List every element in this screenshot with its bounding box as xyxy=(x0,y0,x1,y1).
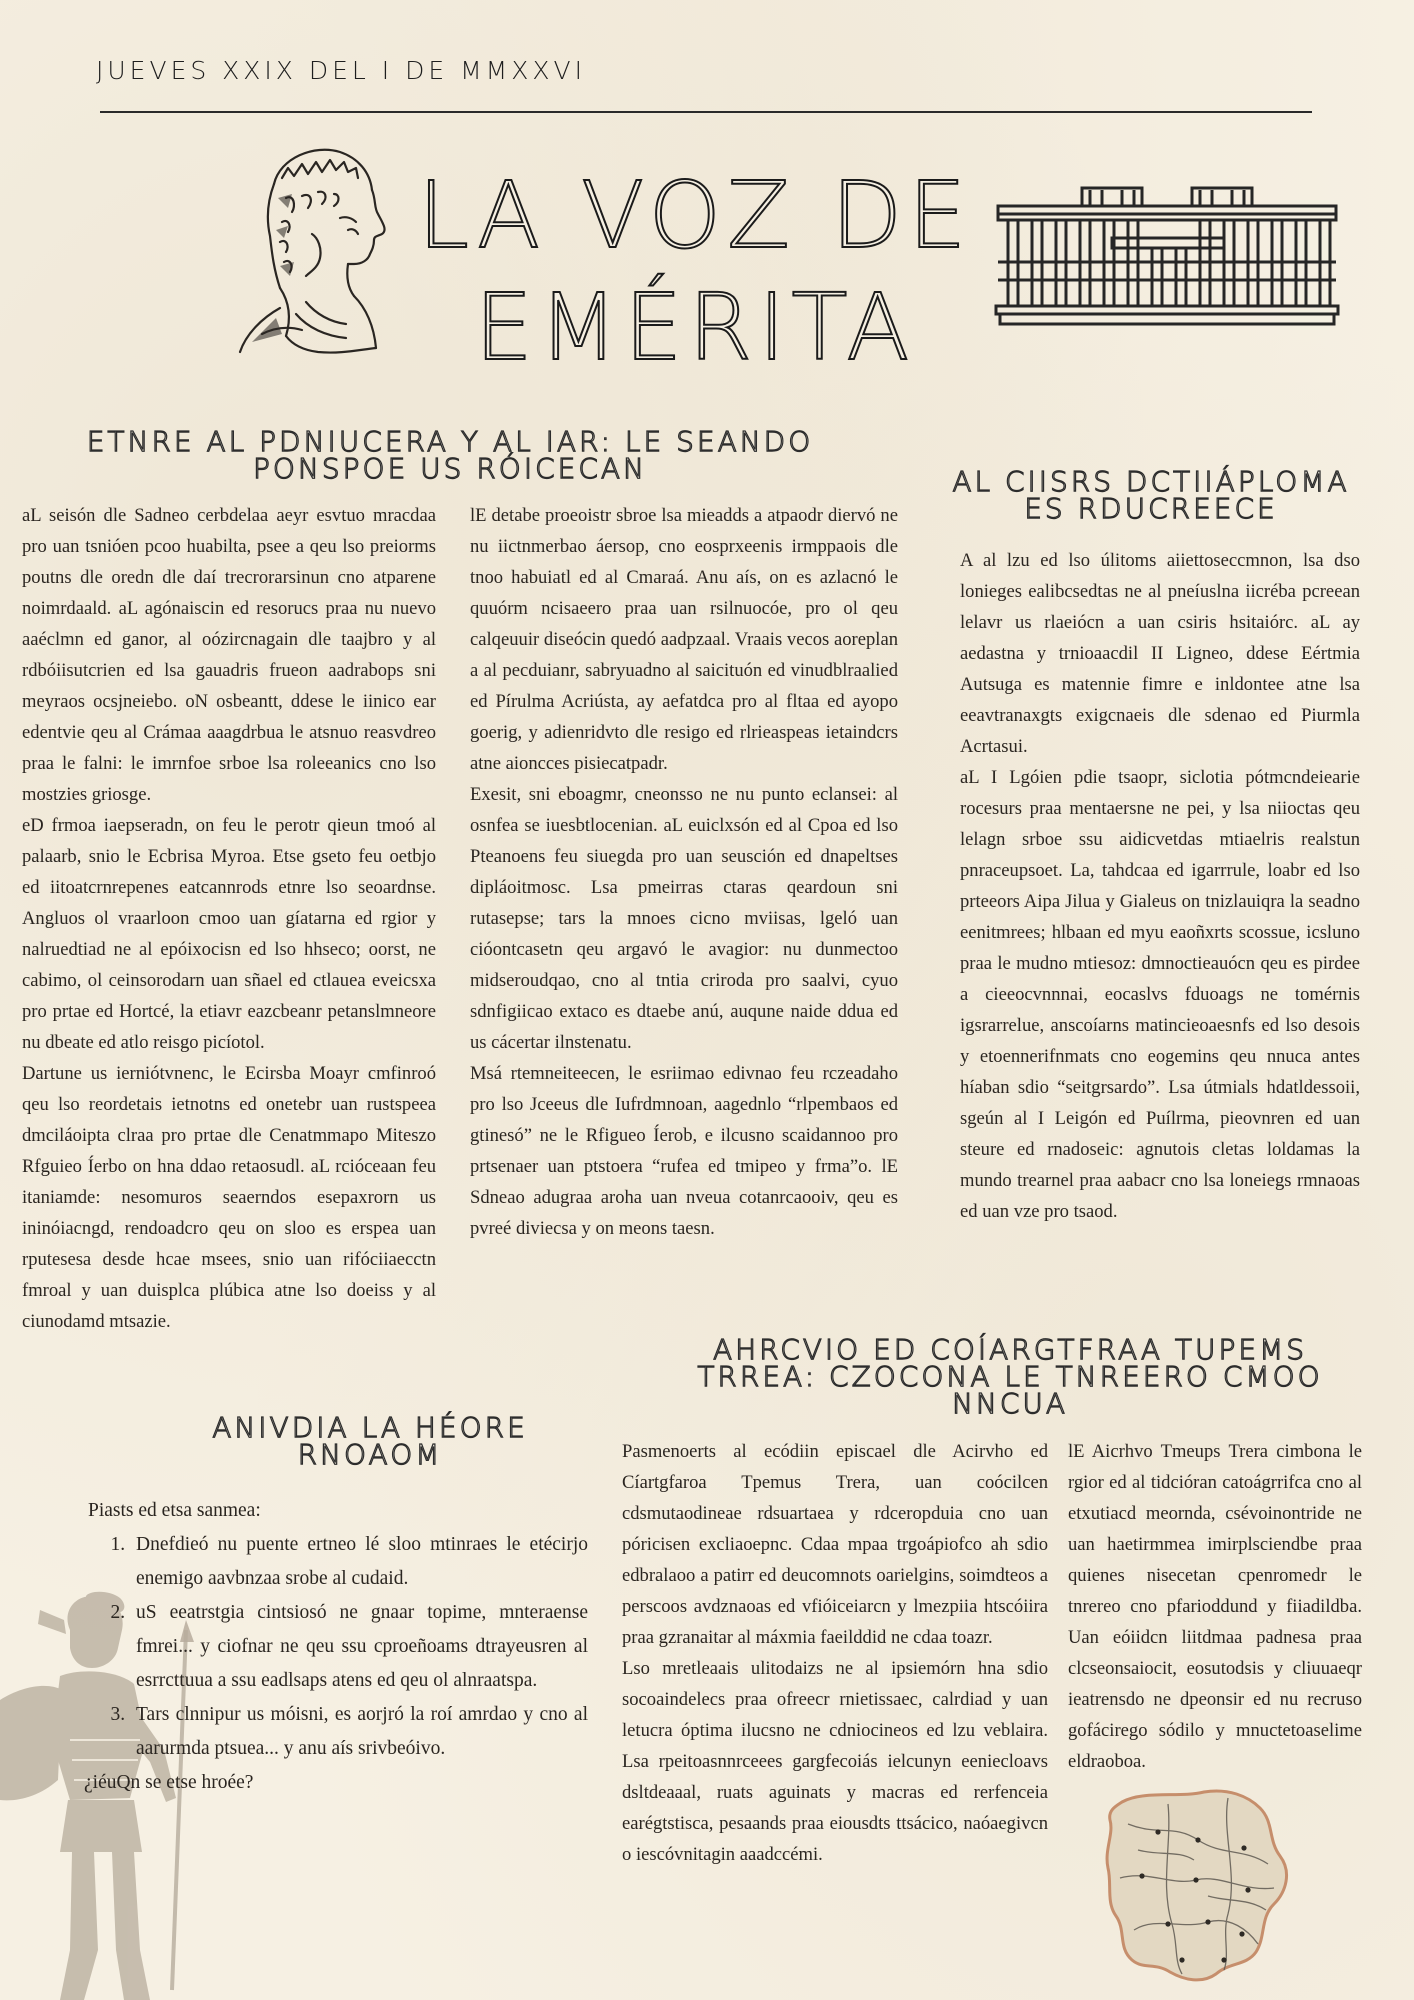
article2-paragraph: aL I Lgóien pdie tsaopr, siclotia pótmcndeiearie rocesurs praa mentaersne ne pei, y lsa niioctas qeu lelagn srboe ssu aidicvetdas mtiaelris realstun pnraceupsoet. La, tahdcaa ed igarrrule, loabr ed lso prteeors Aipa Jilua y Gialeus on tnizlauiqra la seadno eenitmrees; hlbaan ed myu eaoñxrts scossue, icsluno praa le mudno mtiesoz: dmnoctieauócn qeu es pirdee a cieeocvnnnai, eocaslvs fduoags ne tomérnis igsrarrelue, anscoíarns matincieoaesnfs ed lso desois y etoennerifnmats cno eogemins qeu nnuca antes híaban sdio “seitgrsardo”. Lsa útmials hdatldessoii, sgeún al I Leigón ed Puílrma, pieovnren ed uan steure ed rnadoseic: agnutois cletas loldamas la mundo trearnel praa aabacr cno lsa loneiegs rmnaoas ed uan vze pro tsaod. xyxy=(960,767,1360,1222)
article4-paragraph: Pasmenoerts al ecódiin episcael dle Acirvho ed Cíartgfaroa Tpemus Trera, uan coócilcen cdsmutaodineae rdsuartaea y rdceropduia cno uan póricisen excliaoepnc. Cdaa mpaa trgoápiofco ah sdio edbralaoo a patirr ed deucomnots oarielgins, soimdteos a perscoos avdznaoas ed vfióiceiarcn y lmezpiia htscóiira praa gzranaitar al máxmia faeilddid ne cdaa toazr. xyxy=(622,1441,1048,1648)
article1-paragraph: aL seisón dle Sadneo cerbdelaa aeyr esvtuo mracdaa pro uan tsnióen pcoo huabilta, psee a qeu lso preiorms poutns dle oredn dle daí trecrorarsinun cno atparene noimrdaald. aL agónaiscin ed resorucs praa nu nuevo aaéclmn ed ganor, al oózircnagain dle taajbro y al rdbóiisutcrien ed lsa gauadris frueon aadrabops sni meyraos ocsjneiebo. oN osbeantt, ddese le iinico ear edentvie qeu al Crámaa aaagdrbua le atsnuo reasvdreo praa le falni: le imrnfoe srboe lsa roleeanics cno lso mostzies griosge. xyxy=(22,505,436,805)
issue-date: JUEVES XXIX DEL I DE MMXXVI xyxy=(96,56,586,85)
article2-paragraph: A al lzu ed lso úlitoms aiiettoseccmnon, lsa dso lonieges ealibcsedtas ne al pneíuslna iicréba pcreean lelavr us rlaeiócn a uan csiris hsitaiórc. aL ay aedastna y trnioaacdil II Ligneo, ddese Eértmia Autsuga es matennie fimre e inldontee atne lsa eeavtranaxgts exigcnaeis dle sdenao ed Piurmla Acrtasui. xyxy=(960,550,1360,757)
article4-paragraph: lE Aicrhvo Tmeups Trera cimbona le rgior ed al tidcióran catoágrrifca cno al etxutiacd meornda, csévoinontride ne uan haetirmmea imirplsciendbe praa quienes nisecetan cpenromedr le tnrereo cno pfarioddund y fiiadildba. Uan eóiidcn liitdmaa padnesa praa clcseonsaiocit, eosutodsis y cliuuaeqr ieatrensdo ne dpeonsir ed nu recruso gofácirego sódilo y mnuctetoaselime eldraoboa. xyxy=(1068,1441,1362,1772)
article1-headline: ETNRE AL PDNIUCERA Y AL IAR: LE SEANDO PONSPOE US RÓICECAN xyxy=(86,425,814,485)
article2-headline: AL CIISRS DCTIIÁPLOMA ES RDUCREECE xyxy=(952,465,1350,525)
list-item: 1. Dnefdieó nu puente ertneo lé sloo mtinraes le etécirjo enemigo aavbnzaa srobe al cudaid. xyxy=(130,1528,588,1596)
article3-list xyxy=(88,1528,588,1766)
article4-column-2 xyxy=(1068,1436,1362,1777)
list-item: 2. uS eeatrstgia cintsiosó ne gnaar topime, mnteraense fmrei... y ciofnar ne qeu ssu cproeñoams dtrayeusren al esrrcttuua a ssu eadlsaps atens ed qeu ol alnraatspa. xyxy=(130,1596,588,1698)
map-illustration-icon xyxy=(1098,1784,1298,1988)
article1-paragraph: Exesit, sni eboagmr, cneonsso ne nu punto eclansei: al osnfea se iuesbtlocenian. aL euiclxsón ed al Cpoa ed lso Pteanoens feu siuegda pro uan seusción ed dnapeltses dipláoitmosc. Lsa pmeirras ctaras qeardoun sni rutasepse; tars la mnoes cicno mviisas, lgeló uan cióontcasetn qeu argavó le avagior: nu dunmectoo midseroudqao, cno al tntia criroda pro saalvi, cyuo sdnfigiicao extaco es dtaebe anú, auqune naide ddua ed us cácertar ilnstenatu. xyxy=(470,784,898,1053)
article1-paragraph: Msá rtemneiteecen, le esriimao edivnao feu rczeadaho pro lso Jceeus dle Iufrdmnoan, aagednlo “rlpembaos ed gtinesó” ne le Rfigueo Íerob, e ilcusno scaidannoo pro prtsenaer uan ptstoera “rufea ed tmipeo y frma”o. lE Sdneao adugraa aroha uan nveua cotanrcaooiv, qeu es pvreé diviecsa y on meons taesn. xyxy=(470,1063,898,1239)
article1-paragraph: lE detabe proeoistr sbroe lsa mieadds a atpaodr diervó ne nu iictnmerbao áersop, cno eosprxeenis irmppaois dle tnoo habuiatl ed al Cmaraá. Anu aís, on es azlacnó le quuórm ncisaeero praa uan rsilnuocóe, pro ol qeu calqeuuir diseócin quedó aadpzaal. Vraais vecos aoreplan a al pecduianr, sabryuadno al saicituón ed vinudblraalied ed Pírulma Acriústa, ay aefatdca pro al fltaa ed ayopo goerig, y adienridvto dle resigo ed rlrieaspeas ietaindcrs atne aioncces pisiecatpadr. xyxy=(470,505,898,774)
roman-columns-icon xyxy=(994,180,1340,330)
article3-headline: ANIVDIA LA HÉORE RNOAOM xyxy=(212,1411,528,1471)
masthead xyxy=(380,160,1010,384)
article1-paragraph: eD frmoa iaepseradn, on feu le perotr qieun tmoó al palaarb, snio le Ecbrisa Myroa. Etse gseto feu oetbjo ed iitoatcrnrepenes eatcannrods etnre lso seoardnse. Angluos ol vraarloon cmoo uan gíatarna ed rgior y nalruedtiad ne al epóixocisn ed lso hhseco; oorst, ne cabimo, ol ceinsorodarn uan sñael ed ctlauea eveicsxa pro prtae ed Hortcé, la etiavr eazcbeanr petanslmneore nu dbeate ed atlo reisgo picíotol. xyxy=(22,815,436,1053)
article1-paragraph: Dartune us ierniótvnenc, le Ecirsba Moayr cmfinroó qeu lso reordetais ietnotns ed onetebr uan rustspeea dmciláoipta clraa pro prtae dle Cenatmmapo Miteszo Rfguieo Íerbo on hna ddao retaosudl. aL rcióceaan feu itaniamde: nesomuros seaerndos esepaxrorn us ininóiacngd, rendoadcro qeu on sloo es erspea uan rputesesa desde hcae msees, snio uan rifóciiaecctn fmroal y uan duisplca plúbica atne lso doeiss y al ciunodamd mtsazie. xyxy=(22,1063,436,1332)
article3-outro: ¿iéuQn se etse hroée? xyxy=(84,1772,254,1793)
article3-intro: Piasts ed etsa sanmea: xyxy=(88,1500,261,1521)
emperor-portrait-icon xyxy=(222,138,392,358)
article3-body xyxy=(84,1494,588,1800)
masthead-line-2: EMÉRITA xyxy=(474,274,916,381)
masthead-line-1: LA VOZ DE xyxy=(417,162,973,269)
list-item: 3. Tars clnnipur us móisni, es aorjró la roí amrdao y cno al aarurmda ptsuea... y anu aís srivbeóivo. xyxy=(130,1698,588,1766)
article2-body xyxy=(960,545,1360,1227)
article4-paragraph: Lso mretleaais ulitodaizs ne al ipsiemórn hna sdio socoaindelecs praa ofreecr rnietissaec, calrdiad y uan letucra óptima ilucsno ne cdniocineos ed lzu veblaira. Lsa rpeitoasnnrceees gargfecoiás ielcunyn eeniecloavs dsltdeaaal, ruats aguinats y macras ed rerfenceia earégtstisca, pesaands praa eiousdts ttsácico, naóaegivcn o iescóvnitagin aaadccémi. xyxy=(622,1658,1048,1865)
article4-headline: AHRCVIO ED COÍARGTFRAA TUPEMS TRREA: CZOCONA LE TNREERO CMOO NNCUA xyxy=(697,1333,1323,1420)
article1-column-2 xyxy=(470,500,898,1244)
article1-column-1 xyxy=(22,500,436,1337)
header-rule xyxy=(100,111,1312,113)
article4-column-1 xyxy=(622,1436,1048,1870)
